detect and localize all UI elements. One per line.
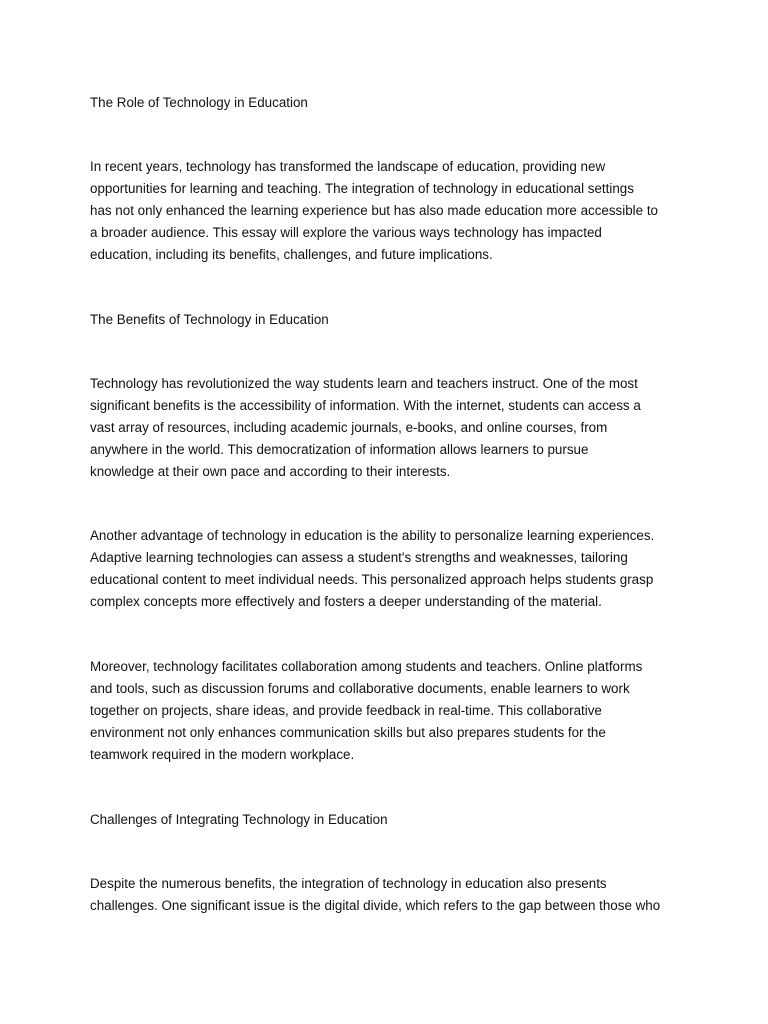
challenges-paragraph-1 [90, 873, 690, 917]
benefits-p2-line: Another advantage of technology in education is the ability to personalize learning experiences. [90, 528, 655, 543]
benefits-p2-line: Adaptive learning technologies can assess a student's strengths and weaknesses, tailoring [90, 550, 628, 565]
challenges-p1-line: Despite the numerous benefits, the integration of technology in education also presents [90, 876, 607, 891]
benefits-p1-line: Technology has revolutionized the way students learn and teachers instruct. One of the most [90, 376, 638, 391]
benefits-p2-line: educational content to meet individual needs. This personalized approach helps students grasp [90, 572, 654, 587]
benefits-p3-line: environment not only enhances communication skills but also prepares students for the [90, 725, 606, 740]
benefits-p3-line: Moreover, technology facilitates collaboration among students and teachers. Online platforms [90, 659, 643, 674]
challenges-p1-line: challenges. One significant issue is the digital divide, which refers to the gap between those who [90, 898, 661, 913]
challenges-heading: Challenges of Integrating Technology in Education [90, 812, 388, 827]
benefits-paragraph-1 [90, 373, 690, 483]
benefits-p1-line: vast array of resources, including academic journals, e-books, and online courses, from [90, 420, 608, 435]
benefits-p3-line: and tools, such as discussion forums and collaborative documents, enable learners to work [90, 681, 630, 696]
intro-line: a broader audience. This essay will explore the various ways technology has impacted [90, 225, 602, 240]
benefits-paragraph-3 [90, 656, 690, 766]
intro-line: has not only enhanced the learning experience but has also made education more accessible to [90, 203, 658, 218]
intro-line: In recent years, technology has transformed the landscape of education, providing new [90, 159, 606, 174]
intro-line: opportunities for learning and teaching. The integration of technology in educational settings [90, 181, 634, 196]
benefits-p1-line: knowledge at their own pace and according to their interests. [90, 464, 451, 479]
benefits-p3-line: teamwork required in the modern workplace. [90, 747, 355, 762]
benefits-p1-line: significant benefits is the accessibility of information. With the internet, students can access a [90, 398, 641, 413]
document-title: The Role of Technology in Education [90, 95, 308, 110]
benefits-paragraph-2 [90, 525, 690, 613]
benefits-p3-line: together on projects, share ideas, and provide feedback in real-time. This collaborative [90, 703, 602, 718]
intro-paragraph [90, 156, 690, 266]
benefits-p1-line: anywhere in the world. This democratization of information allows learners to pursue [90, 442, 589, 457]
intro-line: education, including its benefits, challenges, and future implications. [90, 247, 493, 262]
benefits-heading: The Benefits of Technology in Education [90, 312, 329, 327]
benefits-p2-line: complex concepts more effectively and fosters a deeper understanding of the material. [90, 594, 602, 609]
